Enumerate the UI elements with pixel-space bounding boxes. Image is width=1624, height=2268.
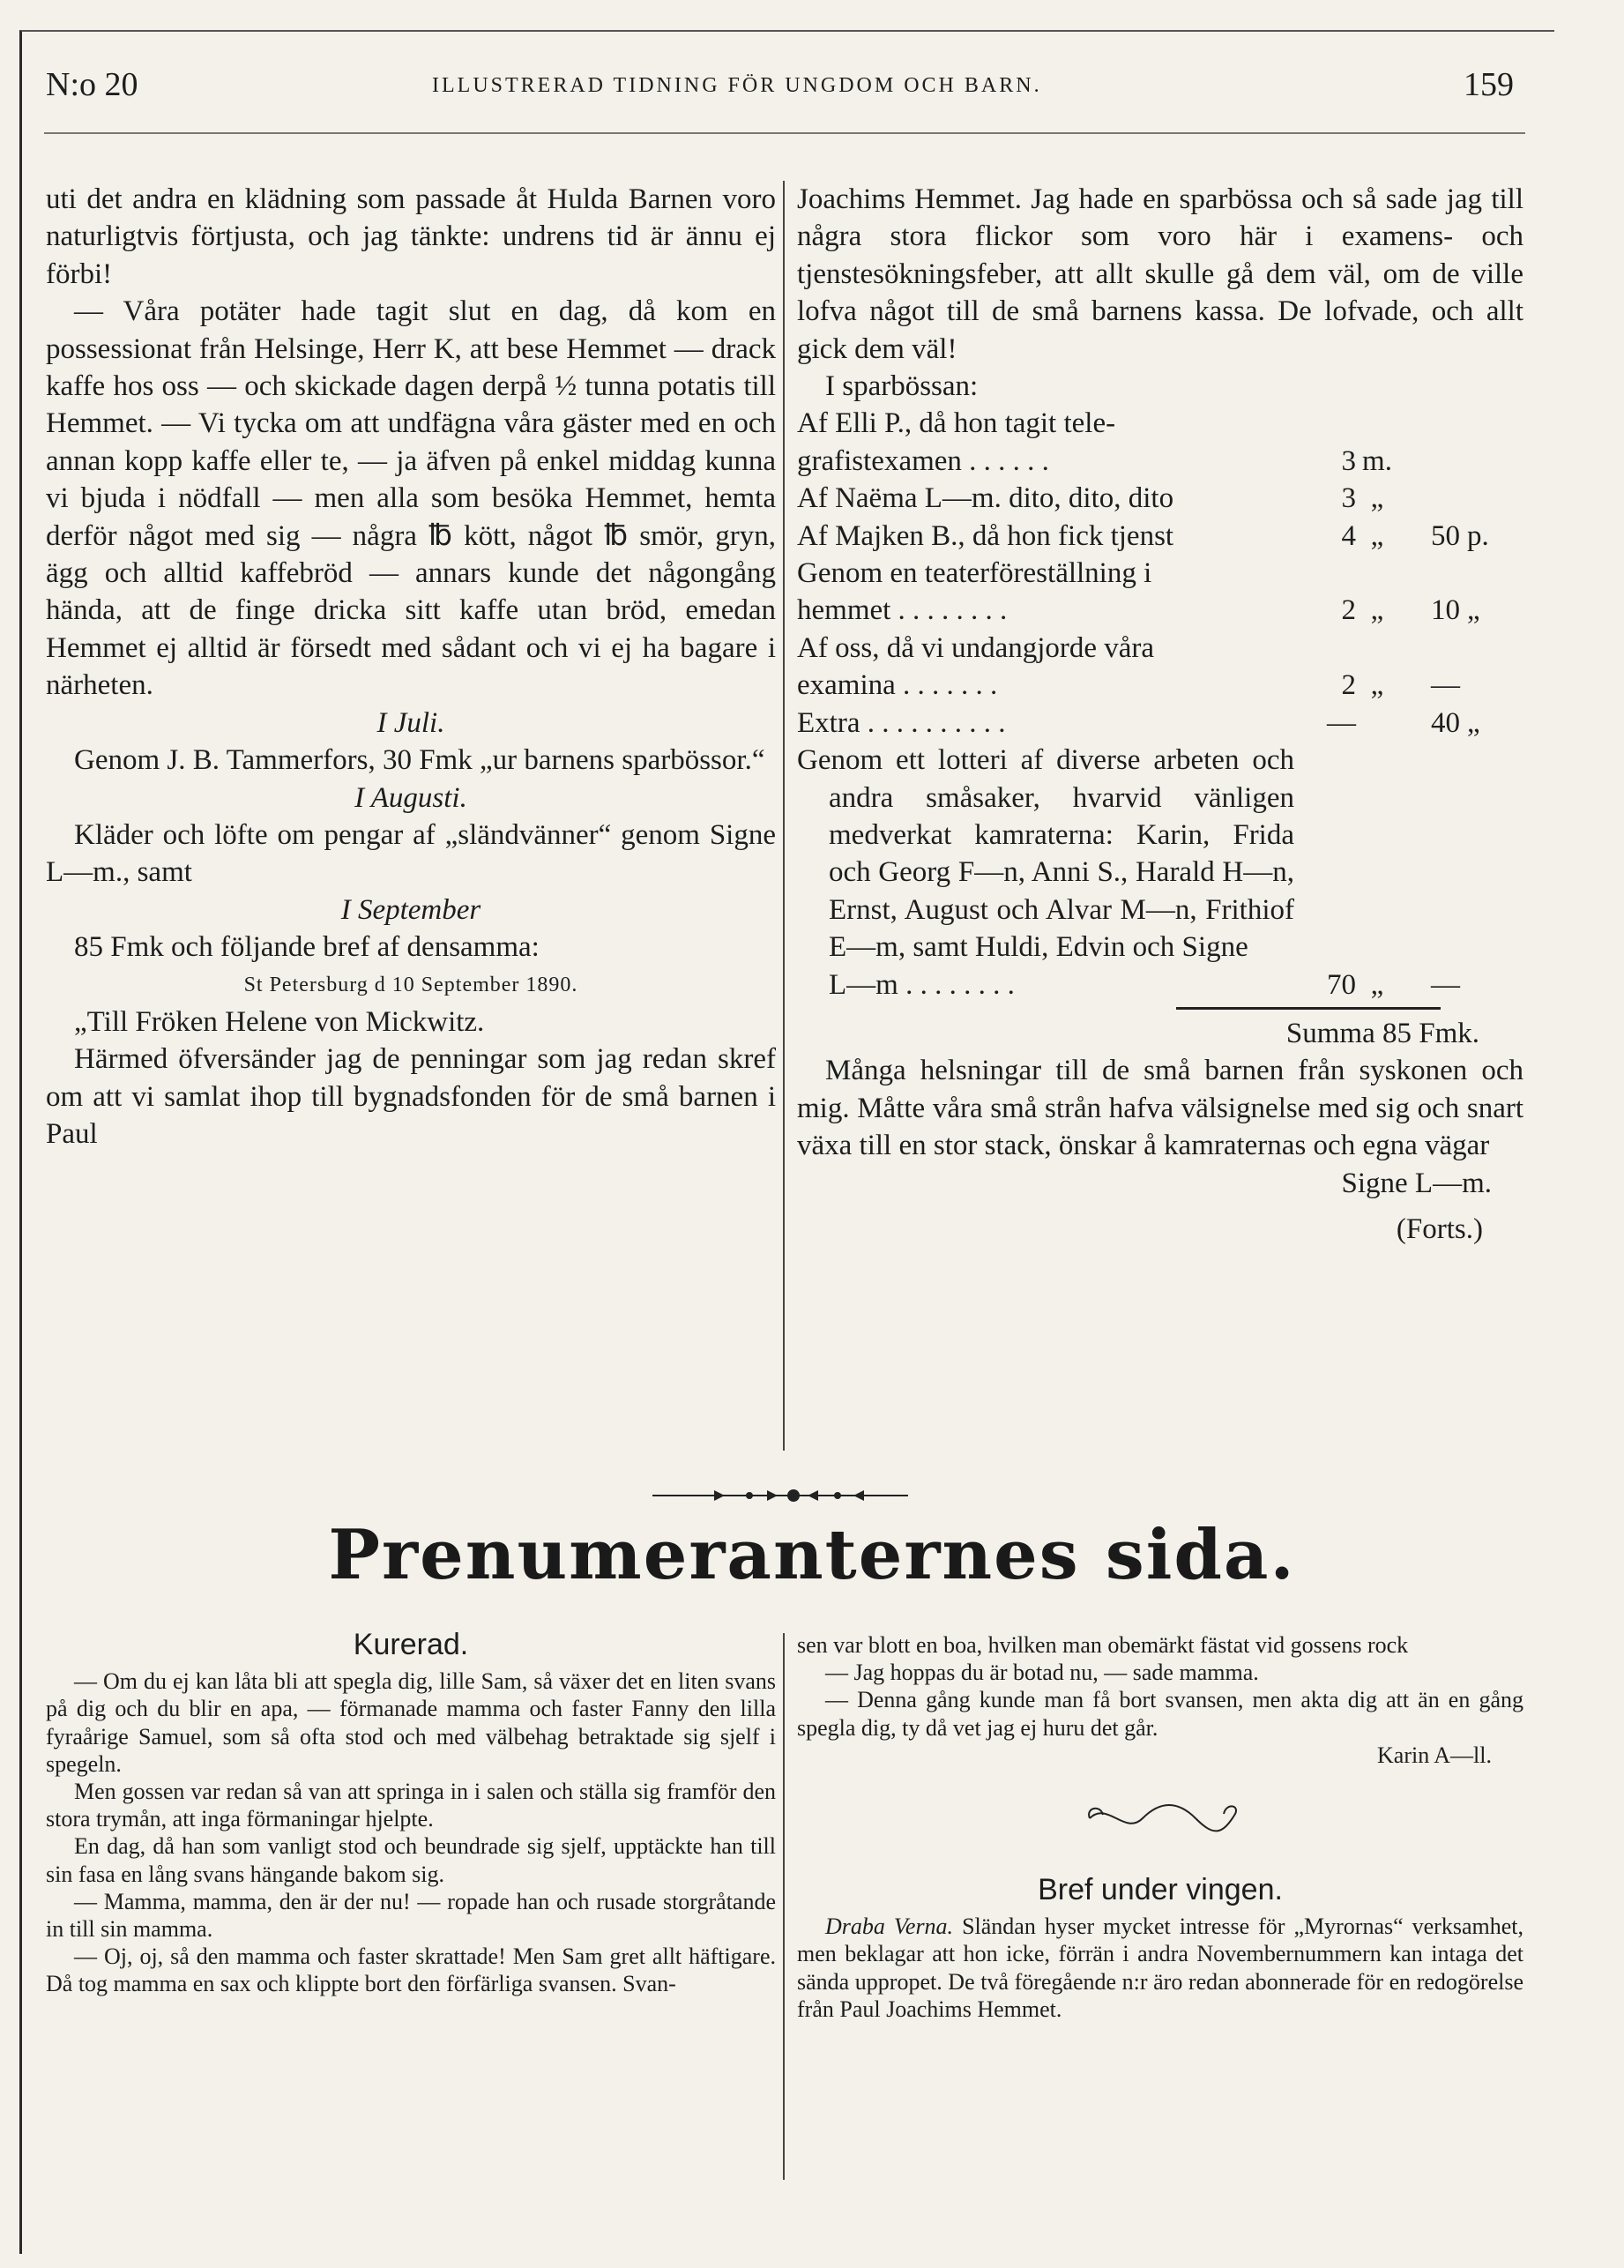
donation-penny-unit <box>1460 966 1511 1003</box>
right-intro: Joachims Hemmet. Jag hade en sparbössa och så sade jag till några stora flickor som voro här i examens- och tjenstesökningsfeber, att allt skulle gå dem väl, om de ville lofva något till de små barnens kassa. De lofvade, och allt gick dem väl! <box>797 183 1523 365</box>
donation-pre: Af oss, då vi undangjorde våra <box>797 631 1155 664</box>
donation-marks: 2 <box>1341 594 1356 627</box>
kurerad-column <box>46 1628 776 1998</box>
right-bottom-column <box>797 1631 1523 2023</box>
kurerad-paragraph: — Om du ej kan låta bli att spegla dig, lille Sam, så växer det en liten svans på dig och du blir en apa, — förmanade mamma och faster Fanny den lilla fyraårige Samuel, som så ofta stod och med välbehag betraktade sig sjelf i spegeln. <box>46 1668 776 1777</box>
ornament-divider <box>652 1483 908 1508</box>
donation-penny-unit: „ <box>1467 706 1480 739</box>
donation-row <box>797 443 1523 480</box>
kurerad-paragraph: — Denna gång kunde man få bort svansen, men akta dig att än en gång spegla dig, ty då vet jag ej huru det går. <box>797 1687 1523 1741</box>
publication-title: ILLUSTRERAD TIDNING FÖR UNGDOM OCH BARN. <box>432 74 1042 97</box>
summa-total: Summa 85 Fmk. <box>1285 1017 1479 1049</box>
donation-pennies <box>1398 443 1460 480</box>
flourish-ornament <box>1072 1792 1248 1845</box>
kurerad-paragraph: — Mamma, mamma, den är der nu! — ropade han och rusade storgråtande in till sin mamma. <box>46 1888 776 1943</box>
donation-row <box>797 705 1523 742</box>
column-divider-top <box>783 181 785 1451</box>
donation-pre: Genom en teaterföreställning i <box>797 557 1152 590</box>
header-rule <box>44 132 1525 134</box>
donation-list <box>797 405 1523 1003</box>
donation-unit: „ <box>1370 519 1384 552</box>
closing-text: Många helsningar till de små barnen från syskonen och mig. Måtte våra små strån hafva välsignelse med sig och snart växa till en stor stack, önskar å kamraternas och egna vägar <box>797 1055 1523 1162</box>
donation-label: examina . . . . . . . <box>797 669 998 702</box>
kurerad-paragraph: — Oj, oj, så den mamma och faster skrattade! Men Sam gret allt häftigare. Då tog mamma en sax och klippte bort den förfärliga svansen. Svan- <box>46 1943 776 1997</box>
donation-row <box>797 592 1523 629</box>
donation-row <box>797 480 1523 517</box>
august-heading: I Augusti. <box>354 781 467 814</box>
donation-label: Extra . . . . . . . . . . <box>797 706 1006 739</box>
letter-salutation: „Till Fröken Helene von Mickwitz. <box>74 1005 485 1038</box>
page-header <box>0 62 1624 115</box>
signature: Signe L—m. <box>1341 1167 1492 1199</box>
donation-label: Af Naëma L—m. dito, dito, dito <box>797 482 1174 515</box>
left-paragraph-1: uti det andra en klädning som passade åt Hulda Barnen voro naturligtvis förtjusta, och jag tänkte: undrens tid är ännu ej förbi! <box>46 183 776 290</box>
donation-marks: — <box>1327 706 1356 739</box>
july-heading: I Juli. <box>376 706 445 739</box>
donation-pre: Genom ett lotteri af diverse arbeten och andra småsaker, hvarvid vänligen medverkat kamraterna: Karin, Frida och Georg F—n, Anni S., Harald H—n, Ernst, August och Alvar M—n, Frithiof E—m, samt Huldi, Edvin och Signe <box>797 744 1294 964</box>
donation-row <box>797 667 1523 704</box>
donation-pennies: 50 <box>1431 519 1460 552</box>
donation-marks: 2 <box>1341 669 1356 702</box>
donation-pennies: 40 <box>1431 706 1460 739</box>
sparbossan-heading: I sparbössan: <box>825 370 979 403</box>
donation-unit: m. <box>1362 444 1392 477</box>
september-text: 85 Fmk och följande bref af densamma: <box>74 931 540 964</box>
donation-marks: 3 <box>1341 444 1356 477</box>
donation-label: hemmet . . . . . . . . <box>797 594 1008 627</box>
donation-marks: 70 <box>1327 968 1356 1001</box>
sum-rule <box>1176 1007 1441 1010</box>
kurerad-author: Karin A—ll. <box>1377 1742 1492 1768</box>
letter-date: St Petersburg d 10 September 1890. <box>243 973 578 996</box>
donation-row <box>797 966 1523 1003</box>
donation-penny-unit <box>1460 667 1511 704</box>
donation-marks: 4 <box>1341 519 1356 552</box>
donation-label: L—m . . . . . . . . <box>829 968 1015 1001</box>
donation-penny-unit <box>1460 480 1511 517</box>
continued-note: (Forts.) <box>1396 1212 1483 1245</box>
donation-pennies: — <box>1431 669 1460 702</box>
column-divider-bottom <box>783 1633 785 2180</box>
donation-pennies: 10 <box>1431 594 1460 627</box>
donation-unit: „ <box>1370 669 1384 702</box>
page-number: 159 <box>1464 66 1514 103</box>
bref-text: Sländan hyser mycket intresse för „Myrornas“ verksamhet, men beklagar att hon icke, förrän i andra Novembernummern kan intaga det sända uppropet. De två föregående n:r äro redan abonnerade för en redogörelse från Paul Joachims Hemmet. <box>797 1914 1523 2022</box>
kurerad-paragraph: En dag, då han som vanligt stod och beundrade sig sjelf, upptäckte han till sin fasa en lång svans hängande bakom sig. <box>46 1833 776 1887</box>
september-heading: I September <box>340 893 481 926</box>
left-column <box>46 181 776 1153</box>
donation-pre: Af Elli P., då hon tagit tele- <box>797 407 1116 440</box>
donation-unit <box>1356 705 1398 742</box>
donation-unit: „ <box>1370 968 1384 1001</box>
donation-unit: „ <box>1370 594 1384 627</box>
left-paragraph-2: — Våra potäter hade tagit slut en dag, då kom en possessionat från Helsinge, Herr K, att bese Hemmet — drack kaffe hos oss — och skickade dagen derpå ½ tunna potatis till Hemmet. — Vi tycka om att undfägna våra gäster med en och annan kopp kaffe eller te, — ja äfven på enkel middag kunna vi bjuda i nödfall — men alla som besöka Hemmet, hemta derför något med sig — några ℔ kött, något ℔ smör, gryn, ägg och alltid kaffebröd — annars kunde det någongång hända, att de finge dricka sitt kaffe utan bröd, emedan Hemmet ej alltid är försedt med sådant och vi ej ha bagare i närheten. <box>46 295 776 702</box>
july-text: Genom J. B. Tammerfors, 30 Fmk „ur barnens sparbössor.“ <box>74 744 765 777</box>
section-title: Prenumeranternes sida. <box>328 1515 1296 1595</box>
donation-marks: 3 <box>1341 482 1356 515</box>
donation-penny-unit: „ <box>1467 594 1480 627</box>
donation-pennies: — <box>1431 968 1460 1001</box>
issue-number: N:o 20 <box>46 66 138 103</box>
kurerad-title: Kurerad. <box>353 1628 469 1661</box>
bref-salutation: Draba Verna. <box>825 1914 954 1940</box>
donation-row <box>797 518 1523 555</box>
donation-pennies <box>1398 480 1460 517</box>
donation-penny-unit <box>1460 443 1511 480</box>
kurerad-paragraph: — Jag hoppas du är botad nu, — sade mamma. <box>825 1660 1259 1686</box>
kurerad-continued: sen var blott en boa, hvilken man obemärkt fästat vid gossens rock <box>797 1632 1409 1658</box>
august-text: Kläder och löfte om pengar af „sländvänner“ genom Signe L—m., samt <box>46 818 776 889</box>
letter-body: Härmed öfversänder jag de penningar som jag redan skref om att vi samlat ihop till bygnadsfonden för de små barnen i Paul <box>46 1043 776 1151</box>
bref-title: Bref under vingen. <box>1038 1873 1283 1907</box>
donation-label: grafistexamen . . . . . . <box>797 444 1049 477</box>
donation-unit: „ <box>1370 482 1384 515</box>
donation-label: Af Majken B., då hon fick tjenst <box>797 519 1174 552</box>
donation-penny-unit: p. <box>1467 519 1489 552</box>
kurerad-paragraph: Men gossen var redan så van att springa in i salen och ställa sig framför den stora trymån, att inga förmaningar hjelpte. <box>46 1779 776 1832</box>
right-column <box>797 181 1523 1248</box>
